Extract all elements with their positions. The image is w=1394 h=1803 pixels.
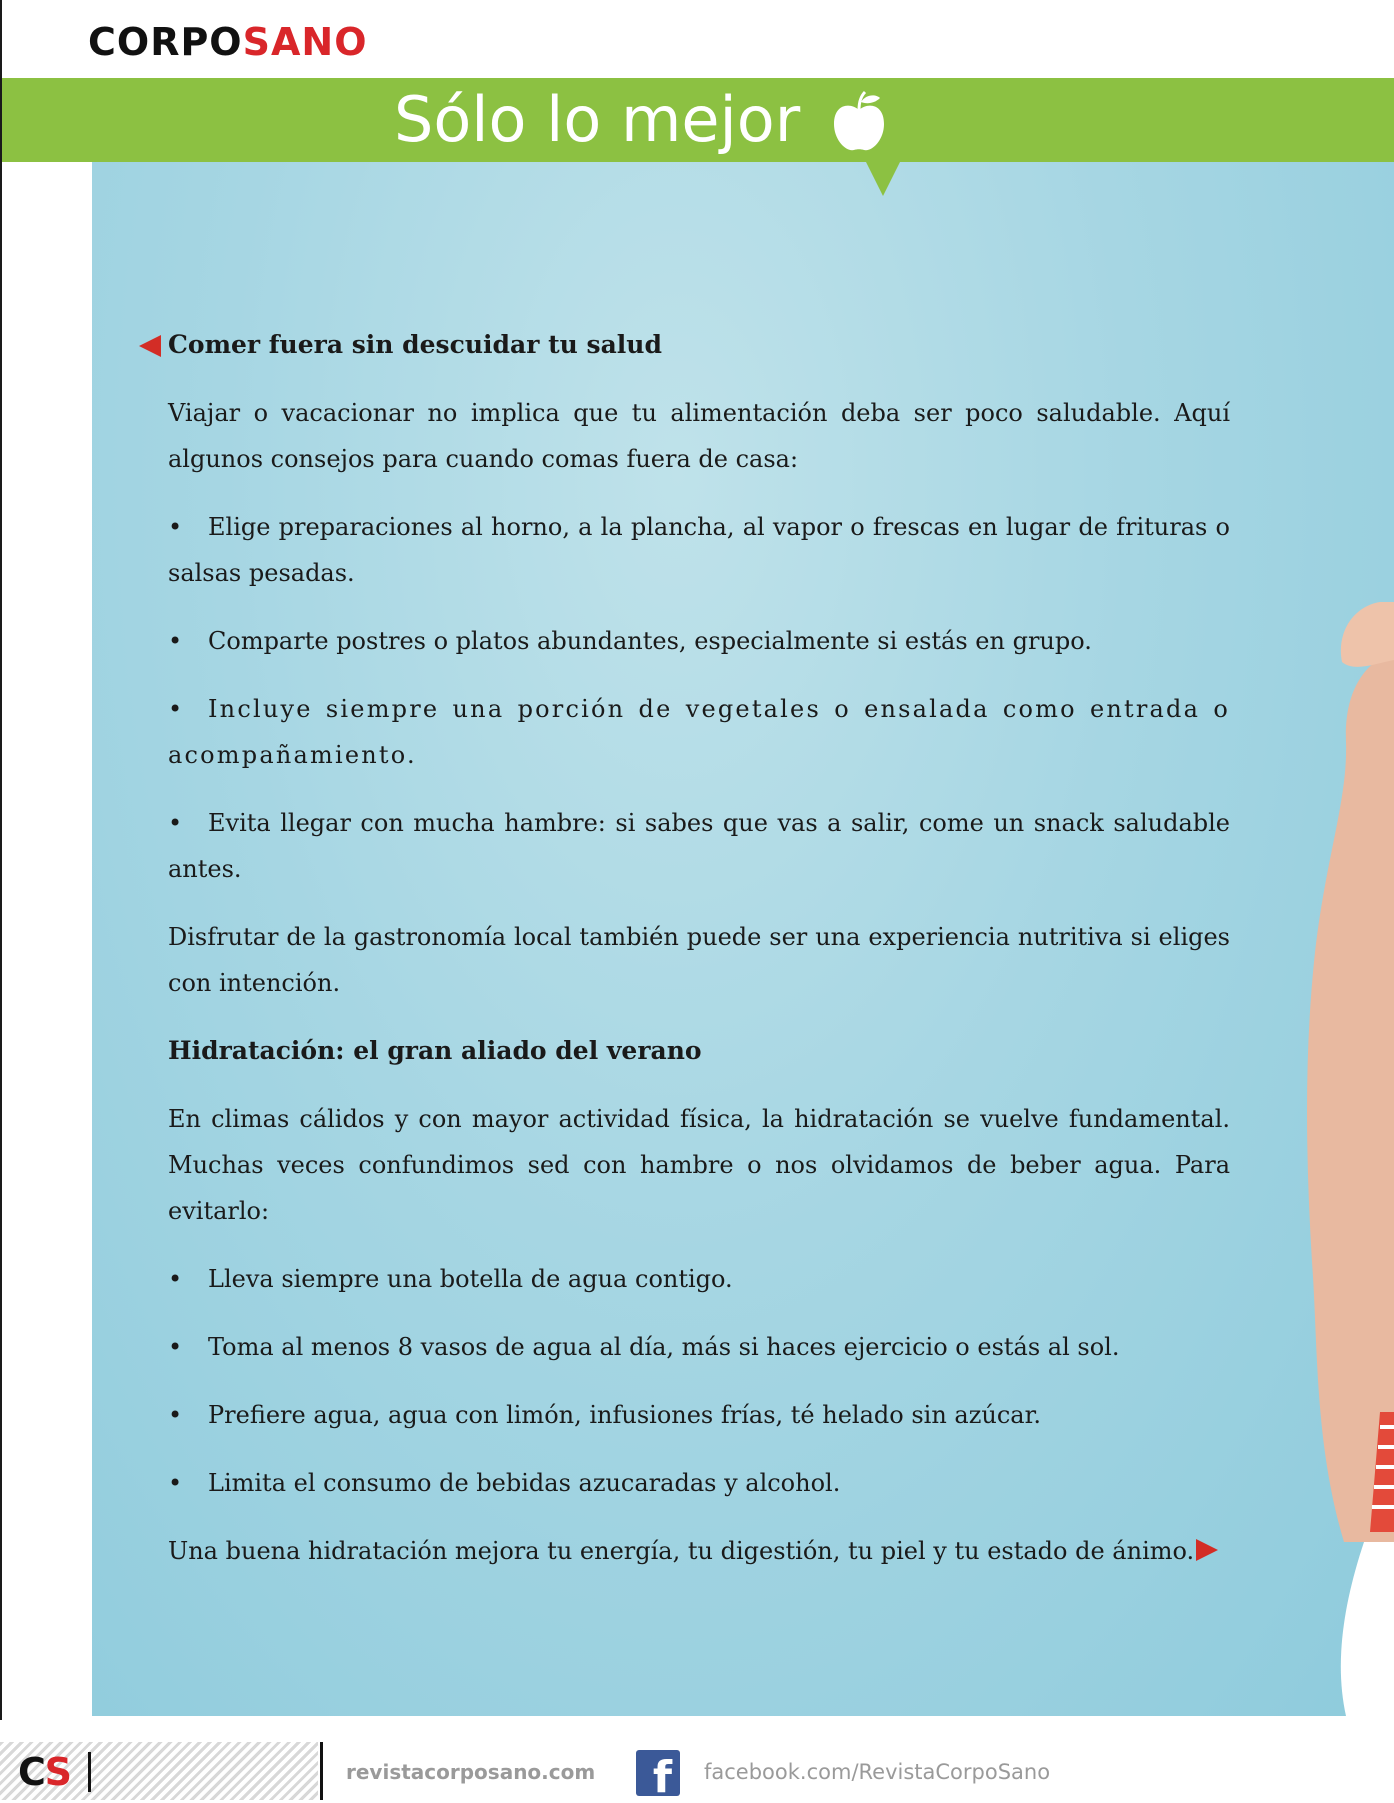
section-heading-hydration: Hidratación: el gran aliado del verano <box>168 1036 702 1065</box>
bullet-icon: • <box>168 809 183 837</box>
article-body <box>168 322 1230 1596</box>
section-heading-text: Comer fuera sin descuidar tu salud <box>168 330 662 359</box>
cs-badge-letter-s: S <box>44 1750 70 1794</box>
list-item <box>168 504 1230 596</box>
article-end-paragraph <box>168 1528 1230 1574</box>
cs-badge-letter-c: C <box>18 1750 45 1794</box>
footer-divider <box>320 1742 323 1800</box>
model-arm-image <box>1284 542 1394 1716</box>
page-left-rule <box>0 0 2 1720</box>
list-item-text: Incluye siempre una porción de vegetales o ensalada como entrada o acompañamiento. <box>168 695 1230 769</box>
banner-title: Sólo lo mejor <box>394 83 801 156</box>
logo-text-corpo: CORPO <box>88 20 243 64</box>
facebook-icon[interactable] <box>636 1750 680 1803</box>
section-heading-eating-out <box>168 322 1230 368</box>
section-intro-paragraph: En climas cálidos y con mayor actividad física, la hidratación se vuelve fundamental. Muchas veces confundimos sed con hambre o nos olvidamos de beber agua. Para evitarlo: <box>168 1105 1230 1225</box>
list-item <box>168 800 1230 892</box>
bullet-icon: • <box>168 1265 183 1293</box>
logo-text-sano: SANO <box>242 20 368 64</box>
apple-icon <box>830 90 888 152</box>
bullet-icon: • <box>168 695 185 723</box>
list-item <box>168 1392 1230 1438</box>
list-item-text: Elige preparaciones al horno, a la plancha, al vapor o frescas en lugar de frituras o salsas pesadas. <box>168 513 1230 587</box>
facebook-glyph: f <box>652 1752 672 1803</box>
article-end-text: Una buena hidratación mejora tu energía, tu digestión, tu piel y tu estado de ánimo. <box>168 1537 1195 1565</box>
cs-badge-divider <box>88 1752 91 1792</box>
list-item <box>168 686 1230 778</box>
list-item-text: Lleva siempre una botella de agua contigo. <box>208 1265 733 1293</box>
list-item <box>168 1256 1230 1302</box>
list-item-text: Evita llegar con mucha hambre: si sabes que vas a salir, come un snack saludable antes. <box>168 809 1230 883</box>
section-intro-paragraph: Viajar o vacacionar no implica que tu alimentación deba ser poco saludable. Aquí algunos consejos para cuando comas fuera de casa: <box>168 399 1230 473</box>
list-item-text: Comparte postres o platos abundantes, especialmente si estás en grupo. <box>208 627 1092 655</box>
triangle-left-icon <box>139 335 161 357</box>
bullet-icon: • <box>168 513 183 541</box>
facebook-link[interactable]: facebook.com/RevistaCorpoSano <box>704 1760 1051 1784</box>
triangle-right-icon <box>1196 1539 1218 1561</box>
list-item <box>168 1460 1230 1506</box>
bullet-icon: • <box>168 1401 183 1429</box>
website-link[interactable]: revistacorposano.com <box>346 1760 596 1784</box>
list-item <box>168 618 1230 664</box>
bullet-icon: • <box>168 627 183 655</box>
bullet-icon: • <box>168 1333 183 1361</box>
cs-logo-badge <box>18 1752 90 1792</box>
list-item-text: Limita el consumo de bebidas azucaradas y alcohol. <box>208 1469 841 1497</box>
list-item-text: Prefiere agua, agua con limón, infusiones frías, té helado sin azúcar. <box>208 1401 1042 1429</box>
section-closing-paragraph: Disfrutar de la gastronomía local también puede ser una experiencia nutritiva si eliges con intención. <box>168 923 1230 997</box>
banner-pointer-arrow <box>866 162 900 196</box>
corposano-logo[interactable] <box>88 20 368 64</box>
list-item <box>168 1324 1230 1370</box>
list-item-text: Toma al menos 8 vasos de agua al día, más si haces ejercicio o estás al sol. <box>208 1333 1120 1361</box>
bullet-icon: • <box>168 1469 183 1497</box>
